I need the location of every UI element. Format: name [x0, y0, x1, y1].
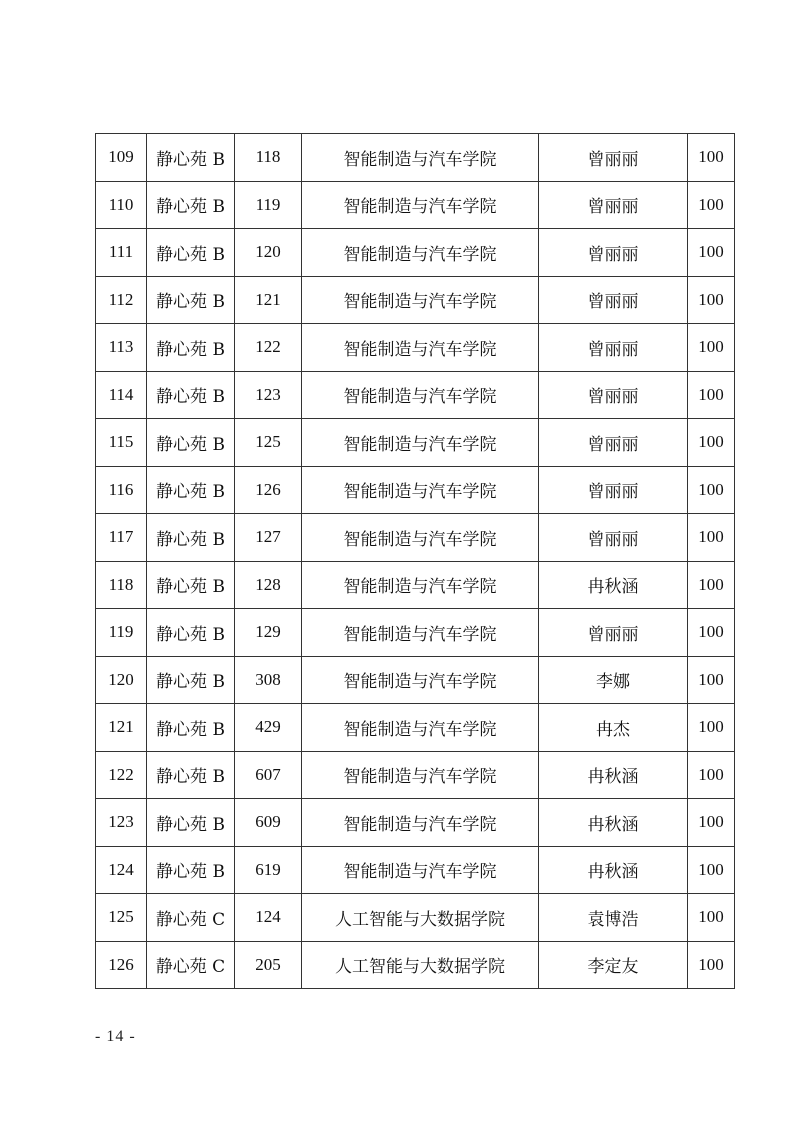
table-row	[96, 276, 735, 324]
score-cell: 100	[688, 941, 735, 989]
person-name-cell: 曾丽丽	[539, 466, 688, 514]
score-cell: 100	[688, 846, 735, 894]
table-row	[96, 229, 735, 277]
table-row	[96, 799, 735, 847]
college-cell: 人工智能与大数据学院	[302, 941, 539, 989]
building-cell: 静心苑 B	[147, 276, 235, 324]
person-name-cell: 曾丽丽	[539, 324, 688, 372]
score-cell: 100	[688, 799, 735, 847]
room-number-cell: 129	[235, 609, 302, 657]
building-cell: 静心苑 C	[147, 894, 235, 942]
college-cell: 智能制造与汽车学院	[302, 324, 539, 372]
room-number-cell: 607	[235, 751, 302, 799]
room-number-cell: 125	[235, 419, 302, 467]
building-cell: 静心苑 B	[147, 324, 235, 372]
building-cell: 静心苑 B	[147, 419, 235, 467]
room-number-cell: 308	[235, 656, 302, 704]
row-number-cell: 112	[96, 276, 147, 324]
table-row	[96, 751, 735, 799]
building-cell: 静心苑 B	[147, 561, 235, 609]
table-row	[96, 846, 735, 894]
room-number-cell: 122	[235, 324, 302, 372]
person-name-cell: 曾丽丽	[539, 609, 688, 657]
person-name-cell: 李娜	[539, 656, 688, 704]
row-number-cell: 125	[96, 894, 147, 942]
building-cell: 静心苑 B	[147, 514, 235, 562]
score-cell: 100	[688, 466, 735, 514]
building-cell: 静心苑 B	[147, 609, 235, 657]
person-name-cell: 曾丽丽	[539, 514, 688, 562]
building-cell: 静心苑 B	[147, 466, 235, 514]
row-number-cell: 122	[96, 751, 147, 799]
room-number-cell: 124	[235, 894, 302, 942]
table-row	[96, 181, 735, 229]
college-cell: 智能制造与汽车学院	[302, 514, 539, 562]
score-cell: 100	[688, 609, 735, 657]
row-number-cell: 110	[96, 181, 147, 229]
score-cell: 100	[688, 419, 735, 467]
college-cell: 智能制造与汽车学院	[302, 371, 539, 419]
college-cell: 智能制造与汽车学院	[302, 799, 539, 847]
college-cell: 智能制造与汽车学院	[302, 181, 539, 229]
person-name-cell: 冉秋涵	[539, 799, 688, 847]
building-cell: 静心苑 B	[147, 799, 235, 847]
score-cell: 100	[688, 561, 735, 609]
row-number-cell: 124	[96, 846, 147, 894]
table-row	[96, 514, 735, 562]
person-name-cell: 冉秋涵	[539, 846, 688, 894]
college-cell: 智能制造与汽车学院	[302, 561, 539, 609]
score-cell: 100	[688, 276, 735, 324]
table-row	[96, 371, 735, 419]
person-name-cell: 袁博浩	[539, 894, 688, 942]
table-row	[96, 704, 735, 752]
row-number-cell: 111	[96, 229, 147, 277]
table-row	[96, 941, 735, 989]
college-cell: 智能制造与汽车学院	[302, 704, 539, 752]
table-row	[96, 561, 735, 609]
score-cell: 100	[688, 181, 735, 229]
college-cell: 智能制造与汽车学院	[302, 846, 539, 894]
building-cell: 静心苑 B	[147, 229, 235, 277]
building-cell: 静心苑 C	[147, 941, 235, 989]
score-cell: 100	[688, 751, 735, 799]
table-row	[96, 134, 735, 182]
room-number-cell: 619	[235, 846, 302, 894]
building-cell: 静心苑 B	[147, 181, 235, 229]
row-number-cell: 121	[96, 704, 147, 752]
building-cell: 静心苑 B	[147, 846, 235, 894]
building-cell: 静心苑 B	[147, 134, 235, 182]
table-row	[96, 609, 735, 657]
room-number-cell: 128	[235, 561, 302, 609]
table-row	[96, 419, 735, 467]
row-number-cell: 109	[96, 134, 147, 182]
college-cell: 智能制造与汽车学院	[302, 751, 539, 799]
room-number-cell: 123	[235, 371, 302, 419]
building-cell: 静心苑 B	[147, 751, 235, 799]
college-cell: 智能制造与汽车学院	[302, 656, 539, 704]
building-cell: 静心苑 B	[147, 656, 235, 704]
person-name-cell: 李定友	[539, 941, 688, 989]
room-number-cell: 205	[235, 941, 302, 989]
score-cell: 100	[688, 514, 735, 562]
person-name-cell: 曾丽丽	[539, 276, 688, 324]
person-name-cell: 曾丽丽	[539, 229, 688, 277]
page-number: - 14 -	[95, 1028, 136, 1045]
table-row	[96, 466, 735, 514]
college-cell: 智能制造与汽车学院	[302, 134, 539, 182]
person-name-cell: 曾丽丽	[539, 134, 688, 182]
records-table	[95, 133, 735, 989]
person-name-cell: 冉杰	[539, 704, 688, 752]
building-cell: 静心苑 B	[147, 704, 235, 752]
college-cell: 人工智能与大数据学院	[302, 894, 539, 942]
row-number-cell: 115	[96, 419, 147, 467]
person-name-cell: 冉秋涵	[539, 751, 688, 799]
score-cell: 100	[688, 371, 735, 419]
person-name-cell: 曾丽丽	[539, 371, 688, 419]
row-number-cell: 118	[96, 561, 147, 609]
row-number-cell: 116	[96, 466, 147, 514]
score-cell: 100	[688, 894, 735, 942]
row-number-cell: 123	[96, 799, 147, 847]
college-cell: 智能制造与汽车学院	[302, 229, 539, 277]
score-cell: 100	[688, 324, 735, 372]
row-number-cell: 114	[96, 371, 147, 419]
table-row	[96, 656, 735, 704]
building-cell: 静心苑 B	[147, 371, 235, 419]
room-number-cell: 429	[235, 704, 302, 752]
row-number-cell: 126	[96, 941, 147, 989]
records-table-body	[96, 134, 735, 989]
table-row	[96, 324, 735, 372]
room-number-cell: 126	[235, 466, 302, 514]
college-cell: 智能制造与汽车学院	[302, 276, 539, 324]
room-number-cell: 127	[235, 514, 302, 562]
row-number-cell: 117	[96, 514, 147, 562]
row-number-cell: 120	[96, 656, 147, 704]
room-number-cell: 118	[235, 134, 302, 182]
college-cell: 智能制造与汽车学院	[302, 419, 539, 467]
room-number-cell: 119	[235, 181, 302, 229]
room-number-cell: 121	[235, 276, 302, 324]
person-name-cell: 曾丽丽	[539, 419, 688, 467]
score-cell: 100	[688, 704, 735, 752]
college-cell: 智能制造与汽车学院	[302, 466, 539, 514]
row-number-cell: 119	[96, 609, 147, 657]
row-number-cell: 113	[96, 324, 147, 372]
person-name-cell: 冉秋涵	[539, 561, 688, 609]
college-cell: 智能制造与汽车学院	[302, 609, 539, 657]
table-row	[96, 894, 735, 942]
person-name-cell: 曾丽丽	[539, 181, 688, 229]
room-number-cell: 609	[235, 799, 302, 847]
score-cell: 100	[688, 656, 735, 704]
score-cell: 100	[688, 229, 735, 277]
room-number-cell: 120	[235, 229, 302, 277]
score-cell: 100	[688, 134, 735, 182]
